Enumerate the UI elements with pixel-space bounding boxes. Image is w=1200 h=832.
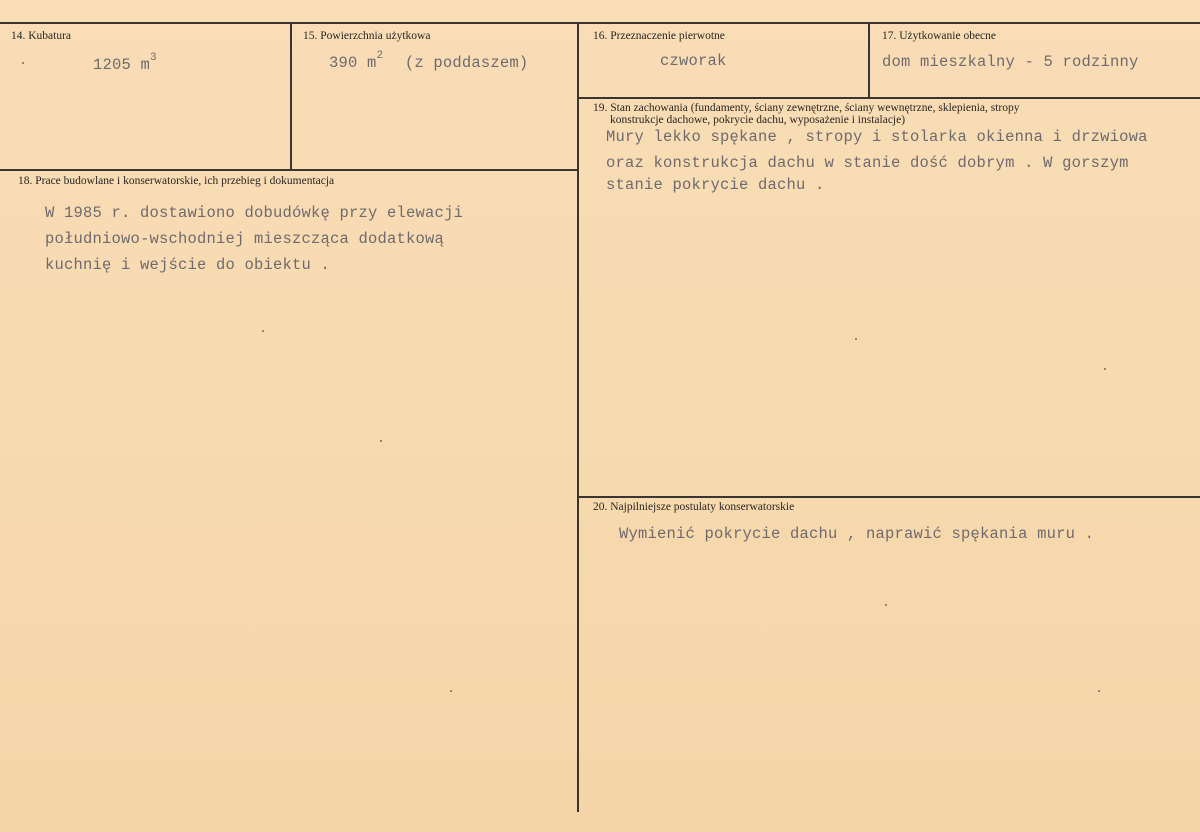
paper-speck [1098, 690, 1100, 692]
field-18-line-3: kuchnię i wejście do obiektu . [45, 256, 331, 274]
field-19-line-1: Mury lekko spękane , stropy i stolarka okienna i drzwiowa [606, 128, 1148, 146]
divider-under-16-17 [579, 97, 1200, 99]
main-vertical-divider [577, 22, 579, 812]
divider-under-14-15 [0, 169, 579, 171]
divider-14-15 [290, 22, 292, 169]
field-16-value: czworak [660, 52, 727, 70]
field-17-label: 17. Użytkowanie obecne [882, 30, 997, 42]
field-19-line-2: oraz konstrukcja dachu w stanie dość dobrym . W gorszym [606, 154, 1129, 172]
field-18-label: 18. Prace budowlane i konserwatorskie, ich przebieg i dokumentacja [18, 175, 335, 187]
paper-speck [855, 338, 857, 340]
powierzchnia-note: (z poddaszem) [404, 54, 529, 72]
field-18-line-2: południowo-wschodniej mieszcząca dodatkową [45, 230, 445, 248]
top-border-line [0, 22, 1200, 24]
paper-speck [22, 62, 24, 64]
field-19-line-3: stanie pokrycie dachu . [606, 176, 825, 194]
field-15-label: 15. Powierzchnia użytkowa [303, 30, 431, 42]
field-15-value [329, 50, 528, 72]
paper-speck [1104, 368, 1106, 370]
paper-speck [380, 440, 382, 442]
field-19-label-line-1: 19. Stan zachowania (fundamenty, ściany zewnętrzne, ściany wewnętrzne, sklepienia, stropy [593, 102, 1020, 114]
paper-speck [262, 330, 264, 332]
kubatura-unit-exponent: 3 [150, 52, 157, 64]
field-14-value [93, 52, 157, 74]
divider-16-17 [868, 22, 870, 98]
field-14-label: 14. Kubatura [11, 30, 72, 42]
paper-speck [885, 604, 887, 606]
field-16-label: 16. Przeznaczenie pierwotne [593, 30, 725, 42]
field-19-label-line-2: konstrukcje dachowe, pokrycie dachu, wyposażenie i instalacje) [610, 114, 906, 126]
field-18-line-1: W 1985 r. dostawiono dobudówkę przy elewacji [45, 204, 464, 222]
kubatura-number: 1205 m [93, 56, 151, 74]
field-17-value: dom mieszkalny - 5 rodzinny [882, 53, 1139, 71]
divider-above-20 [579, 496, 1200, 498]
powierzchnia-unit-exponent: 2 [376, 50, 384, 62]
field-20-value: Wymienić pokrycie dachu , naprawić spękania muru . [619, 525, 1095, 543]
field-20-label: 20. Najpilniejsze postulaty konserwatorskie [593, 501, 795, 513]
paper-speck [450, 690, 452, 692]
powierzchnia-number: 390 m [329, 54, 377, 72]
